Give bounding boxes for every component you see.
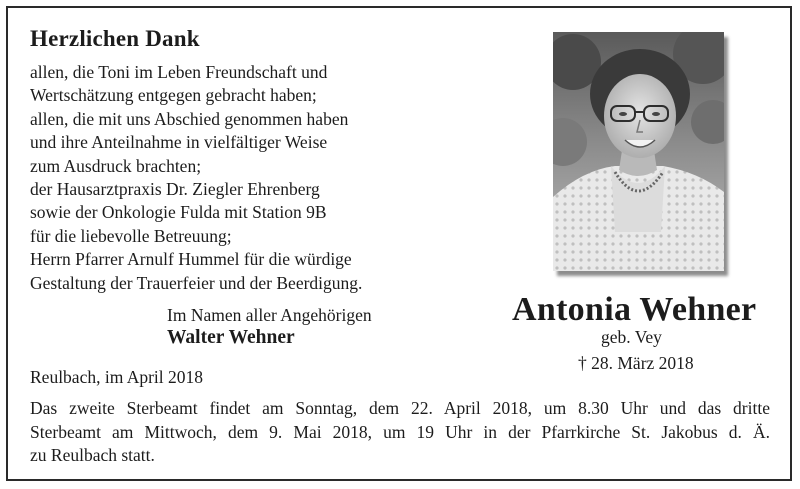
- thanks-line: Gestaltung der Trauerfeier und der Beerdigung.: [30, 272, 363, 293]
- notice-line: zu Reulbach statt.: [30, 445, 155, 466]
- birth-name: geb. Vey: [601, 327, 662, 347]
- thanks-line: allen, die Toni im Leben Freundschaft und: [30, 62, 328, 82]
- page-title: Herzlichen Dank: [30, 26, 200, 51]
- thanks-line: der Hausarztpraxis Dr. Ziegler Ehrenberg: [30, 178, 320, 199]
- on-behalf-text: Im Namen aller Angehörigen: [167, 305, 372, 325]
- death-date: † 28. März 2018: [578, 353, 694, 373]
- place-date: Reulbach, im April 2018: [30, 367, 204, 387]
- thanks-line: zum Ausdruck brachten;: [30, 155, 202, 176]
- portrait-illustration: [553, 32, 724, 271]
- thanks-line: Herrn Pfarrer Arnulf Hummel für die würdige: [30, 249, 352, 270]
- thanks-line: für die liebevolle Betreuung;: [30, 225, 232, 246]
- deceased-name: Antonia Wehner: [512, 291, 757, 328]
- notice-line: Sterbeamt am Mittwoch, dem 9. Mai 2018, um 19 Uhr in der Pfarrkirche St. Jakobus d. Ä.: [30, 421, 770, 442]
- thanks-line: Wertschätzung entgegen gebracht haben;: [30, 85, 317, 106]
- portrait-photo: [553, 32, 724, 271]
- signer-name: Walter Wehner: [167, 327, 295, 348]
- service-notice: [30, 397, 770, 468]
- notice-line: Das zweite Sterbeamt findet am Sonntag, dem 22. April 2018, um 8.30 Uhr und das dritte: [30, 398, 770, 418]
- thanks-line: sowie der Onkologie Fulda mit Station 9B: [30, 202, 327, 223]
- thanks-text: [30, 61, 362, 295]
- thanks-line: und ihre Anteilnahme in vielfältiger Weise: [30, 132, 328, 153]
- thanks-line: allen, die mit uns Abschied genommen haben: [30, 108, 349, 129]
